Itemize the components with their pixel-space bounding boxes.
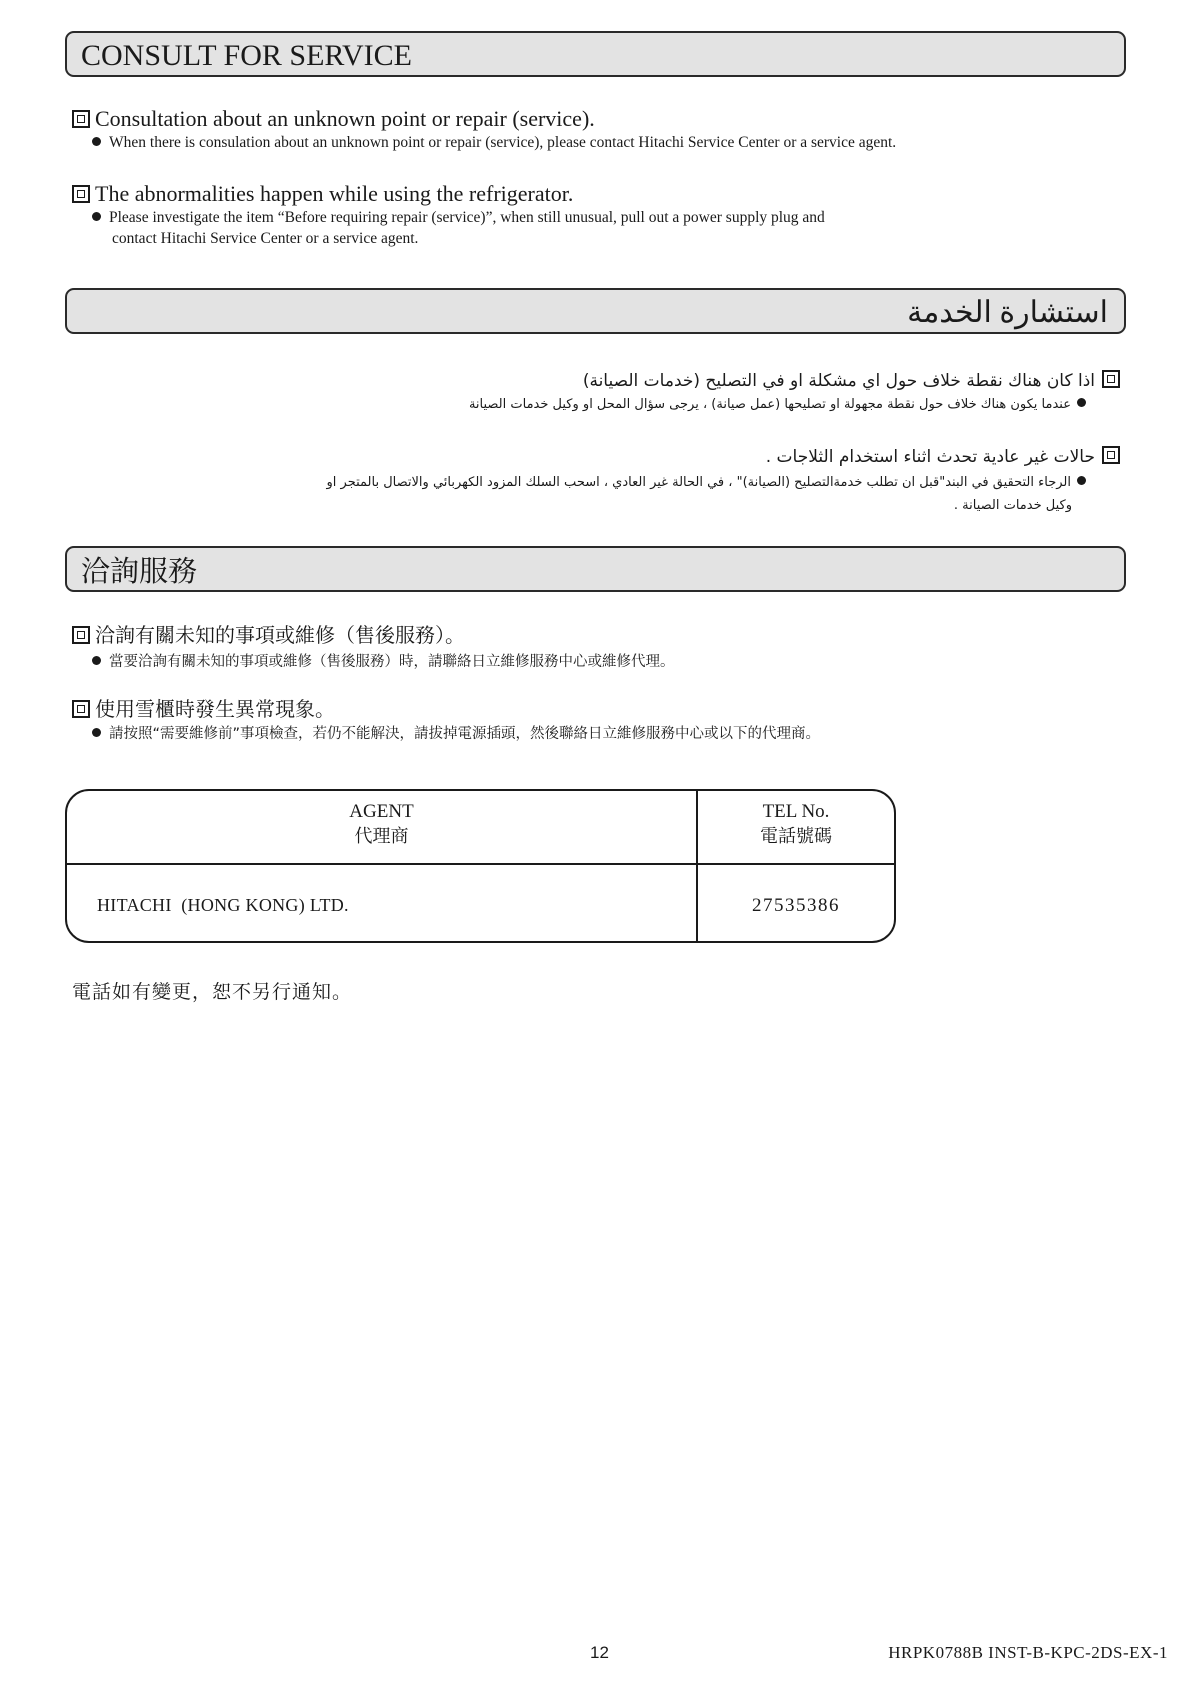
english-item-1-bullet: When there is consulation about an unknown point or repair (service), please contact Hitachi Service Center or a service agent.: [92, 132, 896, 153]
chinese-item-1-bullet: 當要洽詢有關未知的事項或維修（售後服務）時，請聯絡日立維修服務中心或維修代理。: [92, 652, 675, 673]
arabic-item-2-bullet: الرجاء التحقيق في البند"قبل ان تطلب خدمةالتصليح (الصيانة)" ، في الحالة غير العادي ، اسحب السلك المزود الكهربائي والاتصال بالمتجر او وكيل خدمات الصيانة .: [166, 471, 1086, 517]
section-header-arabic: [65, 288, 1126, 334]
section-title-chinese: 洽詢服務: [81, 554, 198, 588]
chinese-item-1-heading: 洽詢有關未知的事項或維修（售後服務）。: [72, 622, 465, 648]
tel-column-header: TEL No. 電話號碼: [760, 801, 832, 847]
bullet-icon: [92, 728, 101, 737]
section-title-english: CONSULT FOR SERVICE: [81, 39, 413, 72]
checkbox-square-icon: [1102, 370, 1120, 388]
checkbox-square-icon: [72, 626, 90, 644]
phone-change-notice: 電話如有變更，恕不另行通知。: [72, 981, 353, 1003]
english-item-1-heading: Consultation about an unknown point or repair (service).: [72, 106, 595, 132]
tel-number-cell: 27535386: [752, 895, 840, 916]
agent-name-cell: HITACHI (HONG KONG) LTD.: [97, 895, 349, 915]
bullet-icon: [92, 137, 101, 146]
checkbox-square-icon: [72, 700, 90, 718]
english-item-2-heading: The abnormalities happen while using the refrigerator.: [72, 181, 573, 207]
checkbox-square-icon: [1102, 446, 1120, 464]
checkbox-square-icon: [72, 185, 90, 203]
arabic-item-2-heading: حالات غير عادية تحدث اثناء استخدام الثلاجات .: [766, 444, 1120, 470]
bullet-icon: [1077, 476, 1086, 485]
arabic-item-1-heading: اذا كان هناك نقطة خلاف حول اي مشكلة او في التصليح (خدمات الصيانة): [583, 368, 1120, 394]
section-title-arabic: استشارة الخدمة: [907, 296, 1108, 329]
bullet-icon: [92, 656, 101, 665]
english-item-2-bullet: Please investigate the item “Before requiring repair (service)”, when still unusual, pull out a power supply plug and contact Hitachi Service Center or a service agent.: [92, 207, 825, 249]
table-divider-horizontal: [67, 863, 894, 865]
page-number: 12: [590, 1643, 609, 1662]
checkbox-square-icon: [72, 110, 90, 128]
section-header-english: [65, 31, 1126, 77]
agent-table: [65, 789, 896, 943]
section-header-chinese: [65, 546, 1126, 592]
chinese-item-2-bullet: 請按照“需要維修前”事項檢查，若仍不能解決，請拔掉電源插頭，然後聯絡日立維修服務中心或以下的代理商。: [92, 724, 820, 745]
bullet-icon: [92, 212, 101, 221]
bullet-icon: [1077, 398, 1086, 407]
chinese-item-2-heading: 使用雪櫃時發生異常現象。: [72, 696, 335, 722]
document-code: HRPK0788B INST-B-KPC-2DS-EX-1: [888, 1643, 1168, 1662]
agent-column-header: AGENT 代理商: [349, 801, 414, 847]
arabic-item-1-bullet: عندما يكون هناك خلاف حول نقطة مجهولة او تصليحها (عمل صيانة) ، يرجى سؤال المحل او وكيل خدمات الصيانة: [469, 393, 1086, 416]
